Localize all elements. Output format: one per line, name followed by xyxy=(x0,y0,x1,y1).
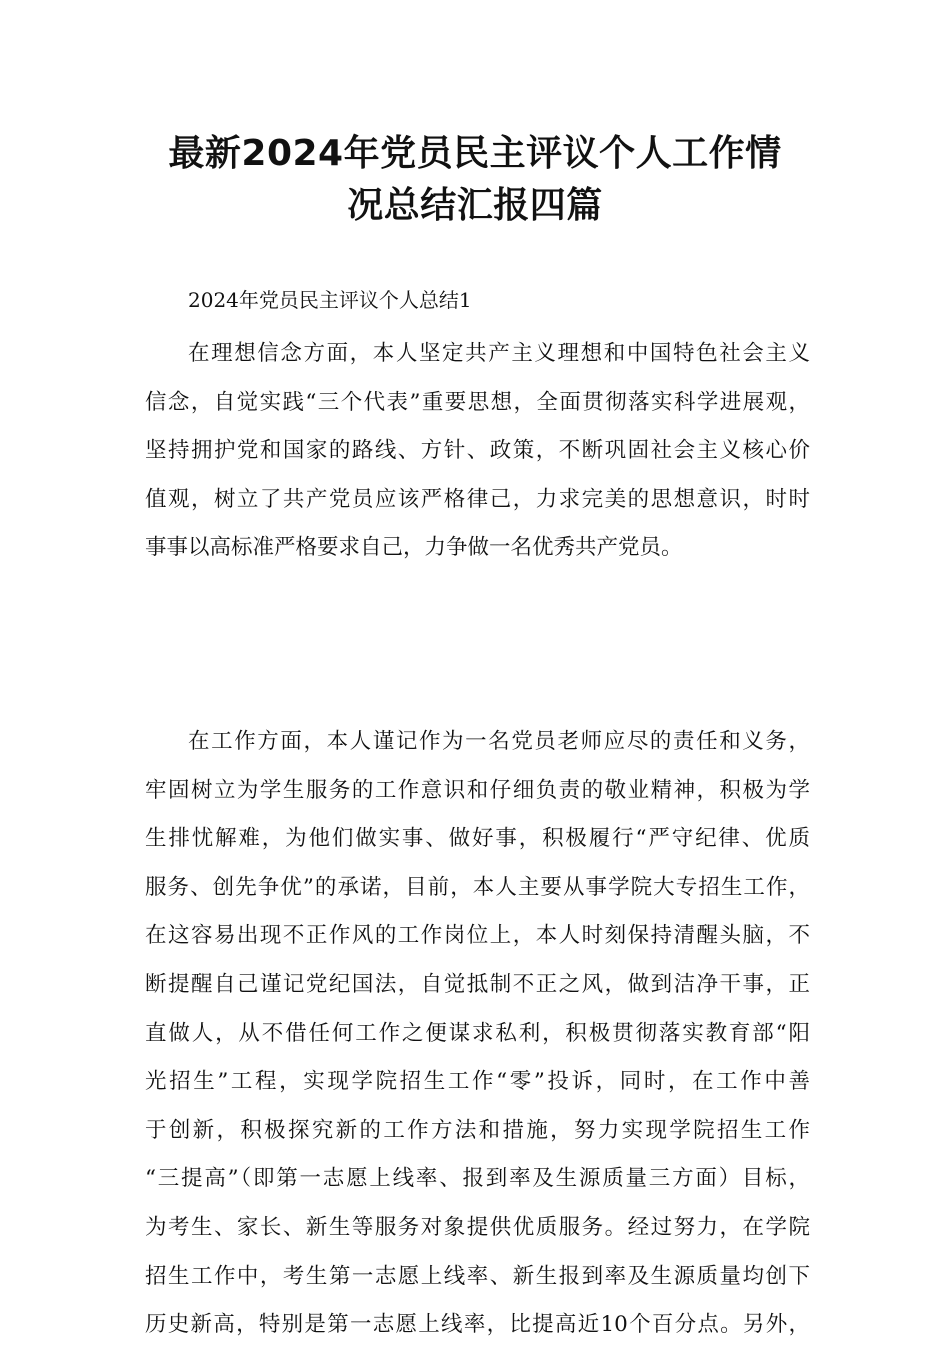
paragraph-line: 信念，自觉实践“三个代表”重要思想，全面贯彻落实科学进展观， xyxy=(145,389,810,415)
paragraph-line: 服务、创先争优”的承诺，目前，本人主要从事学院大专招生工作， xyxy=(145,874,810,900)
paragraph-line: 事事以高标准严格要求自己，力争做一名优秀共产党员。 xyxy=(145,535,683,561)
paragraph-line: 牢固树立为学生服务的工作意识和仔细负责的敬业精神，积极为学 xyxy=(145,777,810,803)
paragraph-line: 在理想信念方面，本人坚定共产主义理想和中国特色社会主义 xyxy=(188,341,810,366)
paragraph-line: 招生工作中，考生第一志愿上线率、新生报到率及生源质量均创下 xyxy=(145,1263,810,1289)
body-paragraph-work xyxy=(145,718,810,1350)
paragraph-line: 坚持拥护党和国家的路线、方针、政策，不断巩固社会主义核心价 xyxy=(145,438,810,464)
paragraph-line: 值观，树立了共产党员应该严格律己，力求完美的思想意识，时时 xyxy=(145,486,810,512)
paragraph-line: 在工作方面，本人谨记作为一名党员老师应尽的责任和义务， xyxy=(188,729,810,754)
paragraph-line: 断提醒自己谨记党纪国法，自觉抵制不正之风，做到洁净干事，正 xyxy=(145,971,810,997)
body-paragraph-ideals xyxy=(145,330,810,573)
document-title xyxy=(120,128,830,232)
paragraph-line: “三提高”（即第一志愿上线率、报到率及生源质量三方面）目标， xyxy=(145,1166,810,1192)
paragraph-line: 生排忧解难，为他们做实事、做好事，积极履行“严守纪律、优质 xyxy=(145,826,810,852)
document-title-line: 最新2024年党员民主评议个人工作情 xyxy=(168,133,782,174)
section-heading: 2024年党员民主评议个人总结1 xyxy=(188,288,472,312)
paragraph-line: 在这容易出现不正作风的工作岗位上，本人时刻保持清醒头脑，不 xyxy=(145,923,810,949)
paragraph-line: 历史新高，特别是第一志愿上线率，比提高近10个百分点。另外， xyxy=(145,1312,810,1338)
document-title-line: 况总结汇报四篇 xyxy=(347,185,603,226)
paragraph-line: 于创新，积极探究新的工作方法和措施，努力实现学院招生工作 xyxy=(145,1117,810,1143)
paragraph-line: 光招生”工程，实现学院招生工作“零”投诉，同时，在工作中善 xyxy=(145,1069,810,1095)
paragraph-line: 为考生、家长、新生等服务对象提供优质服务。经过努力，在学院 xyxy=(145,1214,810,1240)
paragraph-line: 直做人，从不借任何工作之便谋求私利，积极贯彻落实教育部“阳 xyxy=(145,1020,810,1046)
